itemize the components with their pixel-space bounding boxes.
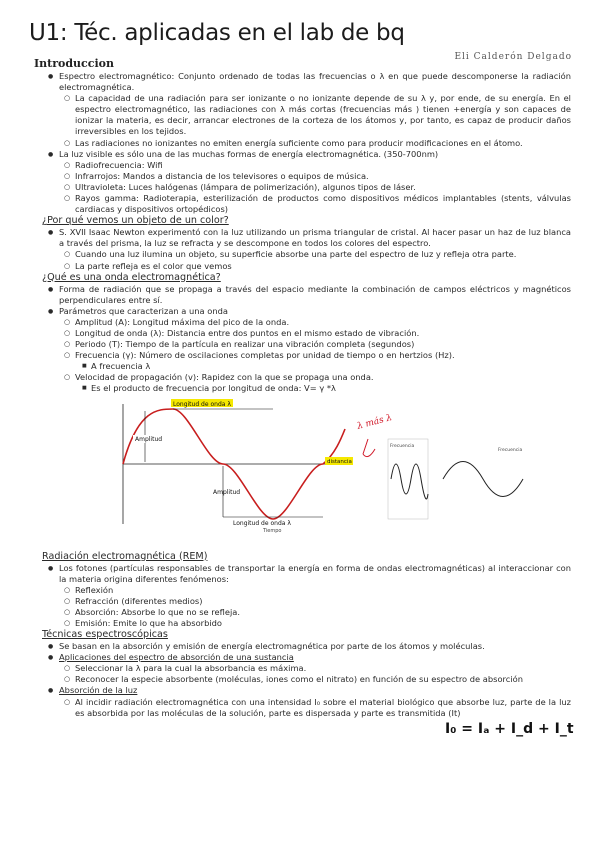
lambda-top-label: Longitud de onda λ — [173, 400, 231, 408]
list-item: ● Se basan en la absorción y emisión de energía electromagnética por parte de los átomos y moléculas. — [43, 641, 571, 652]
section-heading-rem: Radiación electromagnética (REM) — [42, 550, 208, 562]
amplitude-label: Amplitud — [135, 435, 163, 443]
list-item: ● Parámetros que caracterizan a una onda — [43, 306, 571, 317]
list-item: ● S. XVII Isaac Newton experimentó con la luz utilizando un prisma triangular de cristal. Al hacer pasar un haz de luz blanca a través del prisma, la luz se refracta y se descompone en todos los colores del espectro. — [43, 227, 571, 249]
list-item: ○ Periodo (T): Tiempo de la partícula en realizar una vibración completa (segundos) — [43, 339, 571, 350]
list-item: ○ Las radiaciones no ionizantes no emiten energía suficiente como para producir modificaciones en el átomo. — [43, 138, 571, 149]
high-freq-wave — [391, 464, 428, 499]
list-item: ○ Emisión: Emite lo que ha absorbido — [43, 618, 571, 629]
section-heading-tecnicas: Técnicas espectroscópicas — [42, 629, 168, 641]
section-heading-intro: Introduccion — [34, 57, 114, 70]
wave-figure — [43, 399, 571, 539]
list-item: ● Espectro electromagnético: Conjunto ordenado de todas las frecuencias o λ en que puede descomponerse la radiación electromagnética. — [43, 71, 571, 93]
section-heading-color: ¿Por qué vemos un objeto de un color? — [42, 215, 229, 227]
list-item: ○ Infrarrojos: Mandos a distancia de los televisores o equipos de música. — [43, 171, 571, 182]
list-item: ○ Radiofrecuencia: Wifi — [43, 160, 571, 171]
list-item: ● Forma de radiación que se propaga a través del espacio mediante la combinación de campos eléctricos y magnéticos perpendiculares entre sí. — [43, 284, 571, 306]
author-name: Eli Calderón Delgado — [454, 52, 572, 62]
absorption-formula: I₀ = Iₐ + I_d + I_t — [445, 721, 574, 737]
list-item: ○ Frecuencia (γ): Número de oscilaciones completas por unidad de tiempo o en hertzios (Hz). — [43, 350, 571, 361]
list-item: ○ Rayos gamma: Radioterapia, esterilización de productos como dispositivos médicos implantables (stents, válvulas cardiacas y dispositivos ortopédicos) — [43, 193, 571, 215]
list-item: ● Absorción de la luz — [43, 685, 571, 696]
list-item: ○ Seleccionar la λ para la cual la absorbancia es máxima. — [43, 663, 571, 674]
list-item: ○ La parte refleja es el color que vemos — [43, 261, 571, 272]
list-item: ○ Ultravioleta: Luces halógenas (lámpara de polimerización), algunos tipos de láser. — [43, 182, 571, 193]
list-item: ● Los fotones (partículas responsables de transportar la energía en forma de ondas electromagnéticas) al interaccionar con la materia origina diferentes fenómenos: — [43, 563, 571, 585]
list-item: ○ Velocidad de propagación (v): Rapidez con la que se propaga una onda. — [43, 372, 571, 383]
list-item: ○ Cuando una luz ilumina un objeto, su superficie absorbe una parte del espectro de luz y refleja otra parte. — [43, 249, 571, 260]
list-item: ○ Longitud de onda (λ): Distancia entre dos puntos en el mismo estado de vibración. — [43, 328, 571, 339]
page-title: U1: Téc. aplicadas en el lab de bq — [29, 20, 405, 46]
list-item: ■ A frecuencia λ — [43, 361, 571, 372]
distance-label: distancia — [327, 458, 352, 465]
handwritten-note: λ más λ — [356, 412, 394, 432]
wave-diagram — [113, 399, 533, 534]
document-body — [34, 57, 571, 719]
freq-low-label: Frecuencia — [498, 447, 523, 453]
list-item: ○ La capacidad de una radiación para ser ionizante o no ionizante depende de su λ y, por ende, de su energía. En el espectro electromagnético, las radiaciones con λ más cortas (frecuencias más ) tienen +energía y son capaces de ionizar la materia, es decir, arrancar electrones de la corteza de los átomos y, por tanto, es capaz de producir daños irreversibles en los tejidos. — [43, 93, 571, 137]
section-heading-wave: ¿Qué es una onda electromagnética? — [42, 271, 221, 283]
list-item: ○ Reconocer la especie absorbente (moléculas, iones como el nitrato) en función de su espectro de absorción — [43, 674, 571, 685]
low-freq-wave — [443, 461, 523, 496]
list-item: ○ Amplitud (A): Longitud máxima del pico de la onda. — [43, 317, 571, 328]
list-item: ○ Al incidir radiación electromagnética con una intensidad I₀ sobre el material biológico que absorbe luz, parte de la luz es absorbida por las moléculas de la solución, parte es dispersada y parte es transmitida (It) — [43, 697, 571, 719]
list-item: ○ Absorción: Absorbe lo que no se refleja. — [43, 607, 571, 618]
list-item: ○ Refracción (diferentes medios) — [43, 596, 571, 607]
tiempo-label: Tiempo — [263, 527, 282, 534]
list-item: ● Aplicaciones del espectro de absorción de una sustancia — [43, 652, 571, 663]
list-item: ○ Reflexión — [43, 585, 571, 596]
handwritten-arrow — [363, 439, 375, 457]
amplitude-low-label: Amplitud — [213, 488, 241, 496]
freq-high-label: Frecuencia — [390, 443, 415, 449]
lambda-bottom-label: Longitud de onda λ — [233, 519, 291, 527]
list-item: ■ Es el producto de frecuencia por longitud de onda: V= γ *λ — [43, 383, 571, 394]
spacer — [43, 539, 571, 551]
list-item: ● La luz visible es sólo una de las muchas formas de energía electromagnética. (350-700nm) — [43, 149, 571, 160]
high-freq-box — [388, 439, 428, 519]
